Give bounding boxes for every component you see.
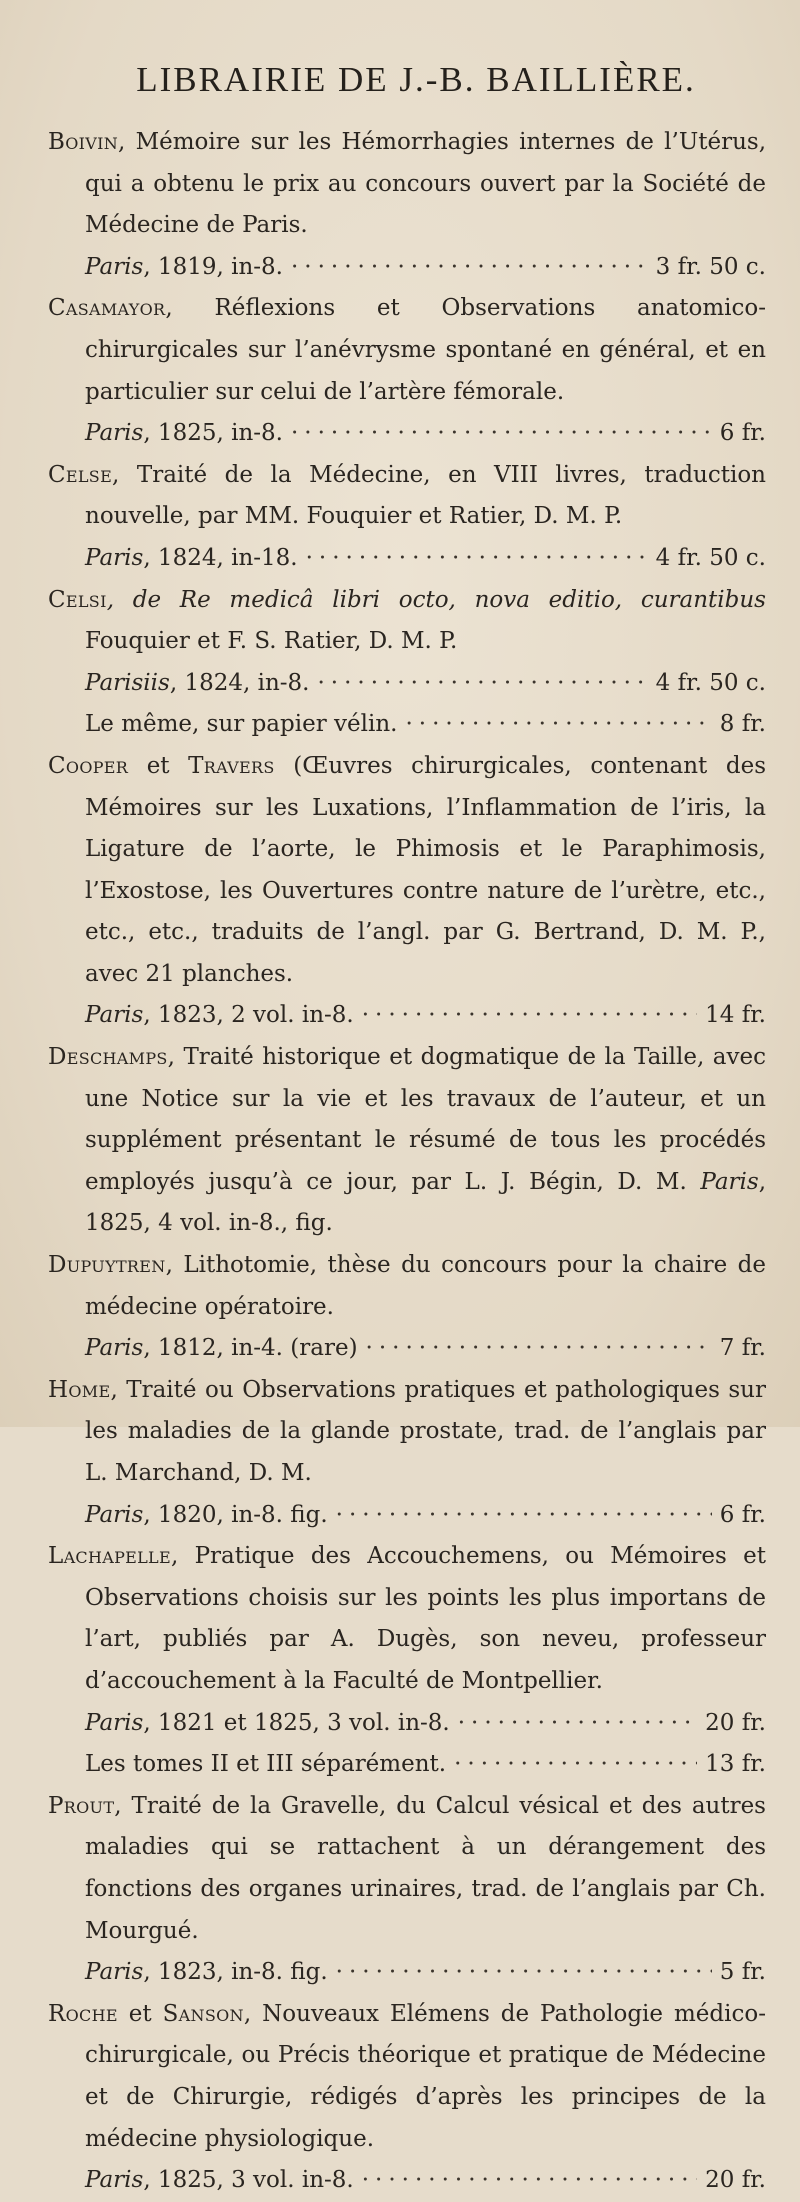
entry-description: , Traité de la Gravelle, du Calcul vésical et des autres maladies qui se rattachent à un dérangement des fonctions des organes urinaires, trad. de l’anglais par Ch. Mourgué. bbox=[85, 1792, 766, 1944]
second-author-name: Sanson bbox=[162, 2000, 244, 2027]
entry-description: , Nouveaux Elémens de Pathologie médico-chirurgicale, ou Précis théorique et pratique de Médecine et de Chirurgie, rédigés d’après les principes de la médecine physiologique. bbox=[85, 2000, 766, 2152]
publication-details: , 1824, in-8. bbox=[169, 669, 310, 696]
entry-description: (Œuvres chirurgicales, contenant des Mémoires sur les Luxations, l’Inflammation de l’iris, la Ligature de l’aorte, le Phimosis et le Paraphimosis, l’Exostose, les Ouvertures contre nature de l’urètre, etc., etc., etc., traduits de l’angl. par G. Bertrand, D. M. P., avec 21 planches. bbox=[85, 752, 767, 987]
catalog-entry-lachapelle bbox=[48, 1536, 766, 1786]
publication-place: Paris bbox=[85, 253, 144, 280]
catalog-entry-cooper-travers: Cooper et Travers (Œuvres chirurgicales, contenant des Mémoires sur les Luxations, l’Inflammation de l’iris, la Ligature de l’aorte, le Phimosis et le Paraphimosis, l’Exostose, les Ouvertures contre nature de l’urètre, etc., etc., etc., traduits de l’angl. par G. Bertrand, D. M. P., avec 21 planches. Paris, 1823, 2 vol. in-8. ····· 14 fr. bbox=[48, 746, 766, 1037]
price: 13 fr. bbox=[705, 1751, 766, 1778]
publication-details: , 1820, in-8. fig. bbox=[143, 1501, 328, 1528]
dot-leader bbox=[336, 1952, 712, 1994]
entry-description: , Lithotomie, thèse du concours pour la chaire de médecine opératoire. bbox=[85, 1252, 766, 1320]
publication-place: Paris bbox=[85, 544, 144, 571]
catalog-entry-home bbox=[48, 1370, 766, 1536]
price: 6 fr. bbox=[719, 1501, 766, 1528]
price: 4 fr. 50 c. bbox=[655, 669, 766, 696]
catalog-entry-boivin bbox=[48, 122, 766, 288]
publication-details: , 1825, 4 vol. in-8., fig. bbox=[85, 1168, 767, 1237]
page-header: LIBRAIRIE DE J.-B. BAILLIÈRE. bbox=[136, 60, 696, 99]
catalog-entry-prout bbox=[48, 1786, 766, 1994]
catalog-entry-celsi bbox=[48, 580, 766, 746]
sub-entry bbox=[85, 704, 766, 746]
author-name: Deschamps bbox=[48, 1044, 168, 1071]
author-name: Celse bbox=[48, 461, 113, 488]
dot-leader bbox=[366, 1328, 712, 1370]
catalog-entry-dupuytren bbox=[48, 1245, 766, 1370]
dot-leader bbox=[362, 2160, 697, 2202]
author-name: Casamayor bbox=[48, 295, 166, 322]
dot-leader bbox=[318, 663, 648, 705]
catalog-entry-casamayor bbox=[48, 288, 766, 454]
price: 3 fr. 50 c. bbox=[655, 253, 766, 280]
price: 20 fr. bbox=[705, 1709, 766, 1736]
author-name: Cooper bbox=[48, 752, 129, 779]
entry-description: , Réflexions et Observations anatomico-chirurgicales sur l’anévrysme spontané en général, et en particulier sur celui de l’artère fémorale. bbox=[85, 295, 766, 405]
catalog-entry-roche-sanson: Roche et Sanson, Nouveaux Elémens de Pathologie médico-chirurgicale, ou Précis théorique et pratique de Médecine et de Chirurgie, rédigés d’après les principes de la médecine physiologique. Paris, 1825, 3 vol. in-8. ····· 20 fr. bbox=[48, 1994, 766, 2202]
entry-description: , Pratique des Accouchemens, ou Mémoires et Observations choisis sur les points les plus importans de l’art, publiés par A. Dugès, son neveu, professeur d’accouchement à la Faculté de Montpellier. bbox=[85, 1543, 766, 1694]
publication-details: , 1824, in-18. bbox=[143, 544, 298, 571]
publication-place: Parisiis bbox=[85, 669, 170, 696]
publication-details: , 1825, 3 vol. in-8. bbox=[143, 2167, 354, 2194]
publication-details: , 1823, in-8. fig. bbox=[143, 1959, 328, 1986]
author-name: Prout bbox=[48, 1792, 115, 1819]
price: 7 fr. bbox=[719, 1335, 766, 1362]
publication-place: Paris bbox=[700, 1168, 759, 1195]
sub-entry-label: Les tomes II et III séparément. bbox=[85, 1751, 447, 1778]
price: 4 fr. 50 c. bbox=[655, 544, 766, 571]
entry-description: , Traité de la Médecine, en VIII livres, traduction nouvelle, par MM. Fouquier et Ratier, D. M. P. bbox=[85, 461, 766, 530]
sub-entry bbox=[85, 1744, 766, 1786]
publication-place: Paris bbox=[85, 1335, 144, 1362]
price: 20 fr. bbox=[705, 2167, 766, 2194]
author-name: Home bbox=[48, 1376, 111, 1403]
catalog-entry-celse bbox=[48, 455, 766, 580]
dot-leader bbox=[458, 1703, 697, 1745]
author-name: Roche bbox=[48, 2000, 118, 2027]
latin-title: , de Re medicâ libri octo, nova editio, curantibus bbox=[106, 586, 766, 613]
dot-leader bbox=[336, 1495, 712, 1537]
sub-entry-label: Le même, sur papier vélin. bbox=[85, 711, 398, 738]
author-name: Dupuytren bbox=[48, 1252, 166, 1279]
publication-details: , 1825, in-8. bbox=[143, 420, 283, 447]
second-author-name: Travers bbox=[188, 752, 275, 779]
dot-leader bbox=[291, 413, 712, 455]
entry-description: , Traité ou Observations pratiques et pathologiques sur les maladies de la glande prostate, trad. de l’anglais par L. Marchand, D. M. bbox=[85, 1376, 766, 1486]
entry-description: , Traité historique et dogmatique de la Taille, avec une Notice sur la vie et les travaux de l’auteur, et un supplément présentant le résumé de tous les procédés employés jusqu’à ce jour, par L. J. Bégin, D. M. bbox=[85, 1044, 766, 1195]
dot-leader bbox=[454, 1744, 697, 1786]
author-name: Celsi bbox=[48, 586, 107, 613]
publication-place: Paris bbox=[85, 1002, 144, 1029]
publication-details: , 1812, in-4. (rare) bbox=[143, 1335, 358, 1362]
publication-place: Paris bbox=[85, 2167, 144, 2194]
publication-details: , 1819, in-8. bbox=[143, 253, 283, 280]
author-name: Lachapelle bbox=[48, 1543, 171, 1570]
dot-leader bbox=[291, 247, 648, 289]
publication-details: , 1821 et 1825, 3 vol. in-8. bbox=[143, 1709, 450, 1736]
publication-place: Paris bbox=[85, 420, 144, 447]
dot-leader bbox=[362, 995, 697, 1037]
entry-description: , Mémoire sur les Hémorrhagies internes de l’Utérus, qui a obtenu le prix au concours ouvert par la Société de Médecine de Paris. bbox=[85, 129, 766, 239]
price: 14 fr. bbox=[705, 1002, 766, 1029]
publication-place: Paris bbox=[85, 1501, 144, 1528]
price: 6 fr. bbox=[719, 420, 766, 447]
catalog-entry-deschamps bbox=[48, 1037, 766, 1245]
dot-leader bbox=[306, 538, 648, 580]
price: 8 fr. bbox=[719, 711, 766, 738]
publication-place: Paris bbox=[85, 1709, 144, 1736]
author-name: Boivin bbox=[48, 129, 119, 155]
publication-place: Paris bbox=[85, 1959, 144, 1986]
publication-details: , 1823, 2 vol. in-8. bbox=[143, 1002, 354, 1029]
entry-description: Fouquier et F. S. Ratier, D. M. P. bbox=[85, 628, 458, 655]
dot-leader bbox=[405, 704, 711, 746]
price: 5 fr. bbox=[719, 1959, 766, 1986]
